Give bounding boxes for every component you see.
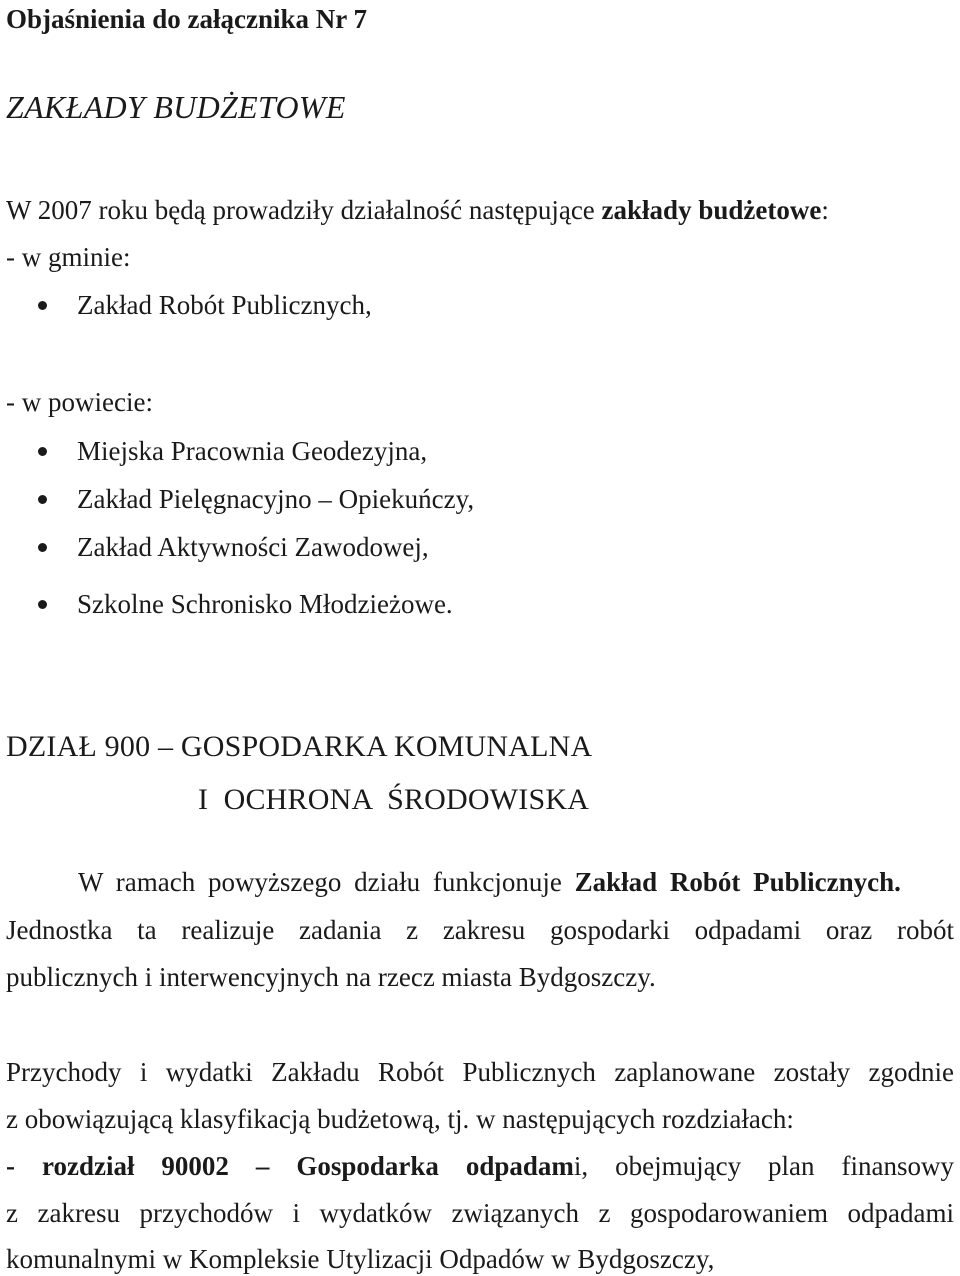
paragraph1-bold: Zakład Robót Publicznych. <box>574 867 901 897</box>
list-item-text: Zakład Pielęgnacyjno – Opiekuńczy, <box>77 484 475 514</box>
paragraph1-line1 <box>78 865 901 899</box>
list-item-text: Miejska Pracownia Geodezyjna, <box>77 436 428 466</box>
intro-line <box>6 193 829 227</box>
list-item-text: Zakład Robót Publicznych, <box>77 290 372 320</box>
intro-end: : <box>821 195 829 225</box>
document-heading: Objaśnienia do załącznika Nr 7 <box>6 4 368 34</box>
bullet-icon <box>38 301 47 310</box>
paragraph2-line1: Przychody i wydatki Zakładu Robót Publicznych zaplanowane zostały zgodnie <box>6 1057 954 1087</box>
paragraph3-text: i, obejmujący plan finansowy <box>573 1151 954 1181</box>
section-title: ZAKŁADY BUDŻETOWE <box>6 89 346 125</box>
intro-text: W 2007 roku będą prowadziły działalność następujące <box>6 195 602 225</box>
bullet-icon <box>38 543 47 552</box>
paragraph1-line3: publicznych i interwencyjnych na rzecz miasta Bydgoszczy. <box>6 962 656 992</box>
paragraph1-text: W ramach powyższego działu funkcjonuje <box>78 867 575 897</box>
dzial-heading-line2: I OCHRONA ŚRODOWISKA <box>198 783 590 816</box>
bullet-icon <box>38 600 47 609</box>
paragraph3-bold: - rozdział 90002 – Gospodarka odpadam <box>6 1151 574 1181</box>
list-item-text: Szkolne Schronisko Młodzieżowe. <box>77 589 453 619</box>
paragraph3-line2: z zakresu przychodów i wydatków związanych z gospodarowaniem odpadami <box>6 1198 954 1228</box>
bullet-icon <box>38 495 47 504</box>
gmina-label: - w gminie: <box>6 242 131 272</box>
intro-bold: zakłady budżetowe <box>601 195 822 225</box>
paragraph3-line1 <box>6 1149 954 1183</box>
paragraph1-line2: Jednostka ta realizuje zadania z zakresu gospodarki odpadami oraz robót <box>6 915 954 945</box>
paragraph2-line2: z obowiązującą klasyfikacją budżetową, tj. w następujących rozdziałach: <box>6 1104 794 1134</box>
paragraph3-line3: komunalnymi w Kompleksie Utylizacji Odpadów w Bydgoszczy, <box>6 1244 715 1274</box>
dzial-heading-line1: DZIAŁ 900 – GOSPODARKA KOMUNALNA <box>6 730 593 763</box>
powiat-label: - w powiecie: <box>6 387 153 417</box>
bullet-icon <box>38 447 47 456</box>
list-item-text: Zakład Aktywności Zawodowej, <box>77 532 429 562</box>
